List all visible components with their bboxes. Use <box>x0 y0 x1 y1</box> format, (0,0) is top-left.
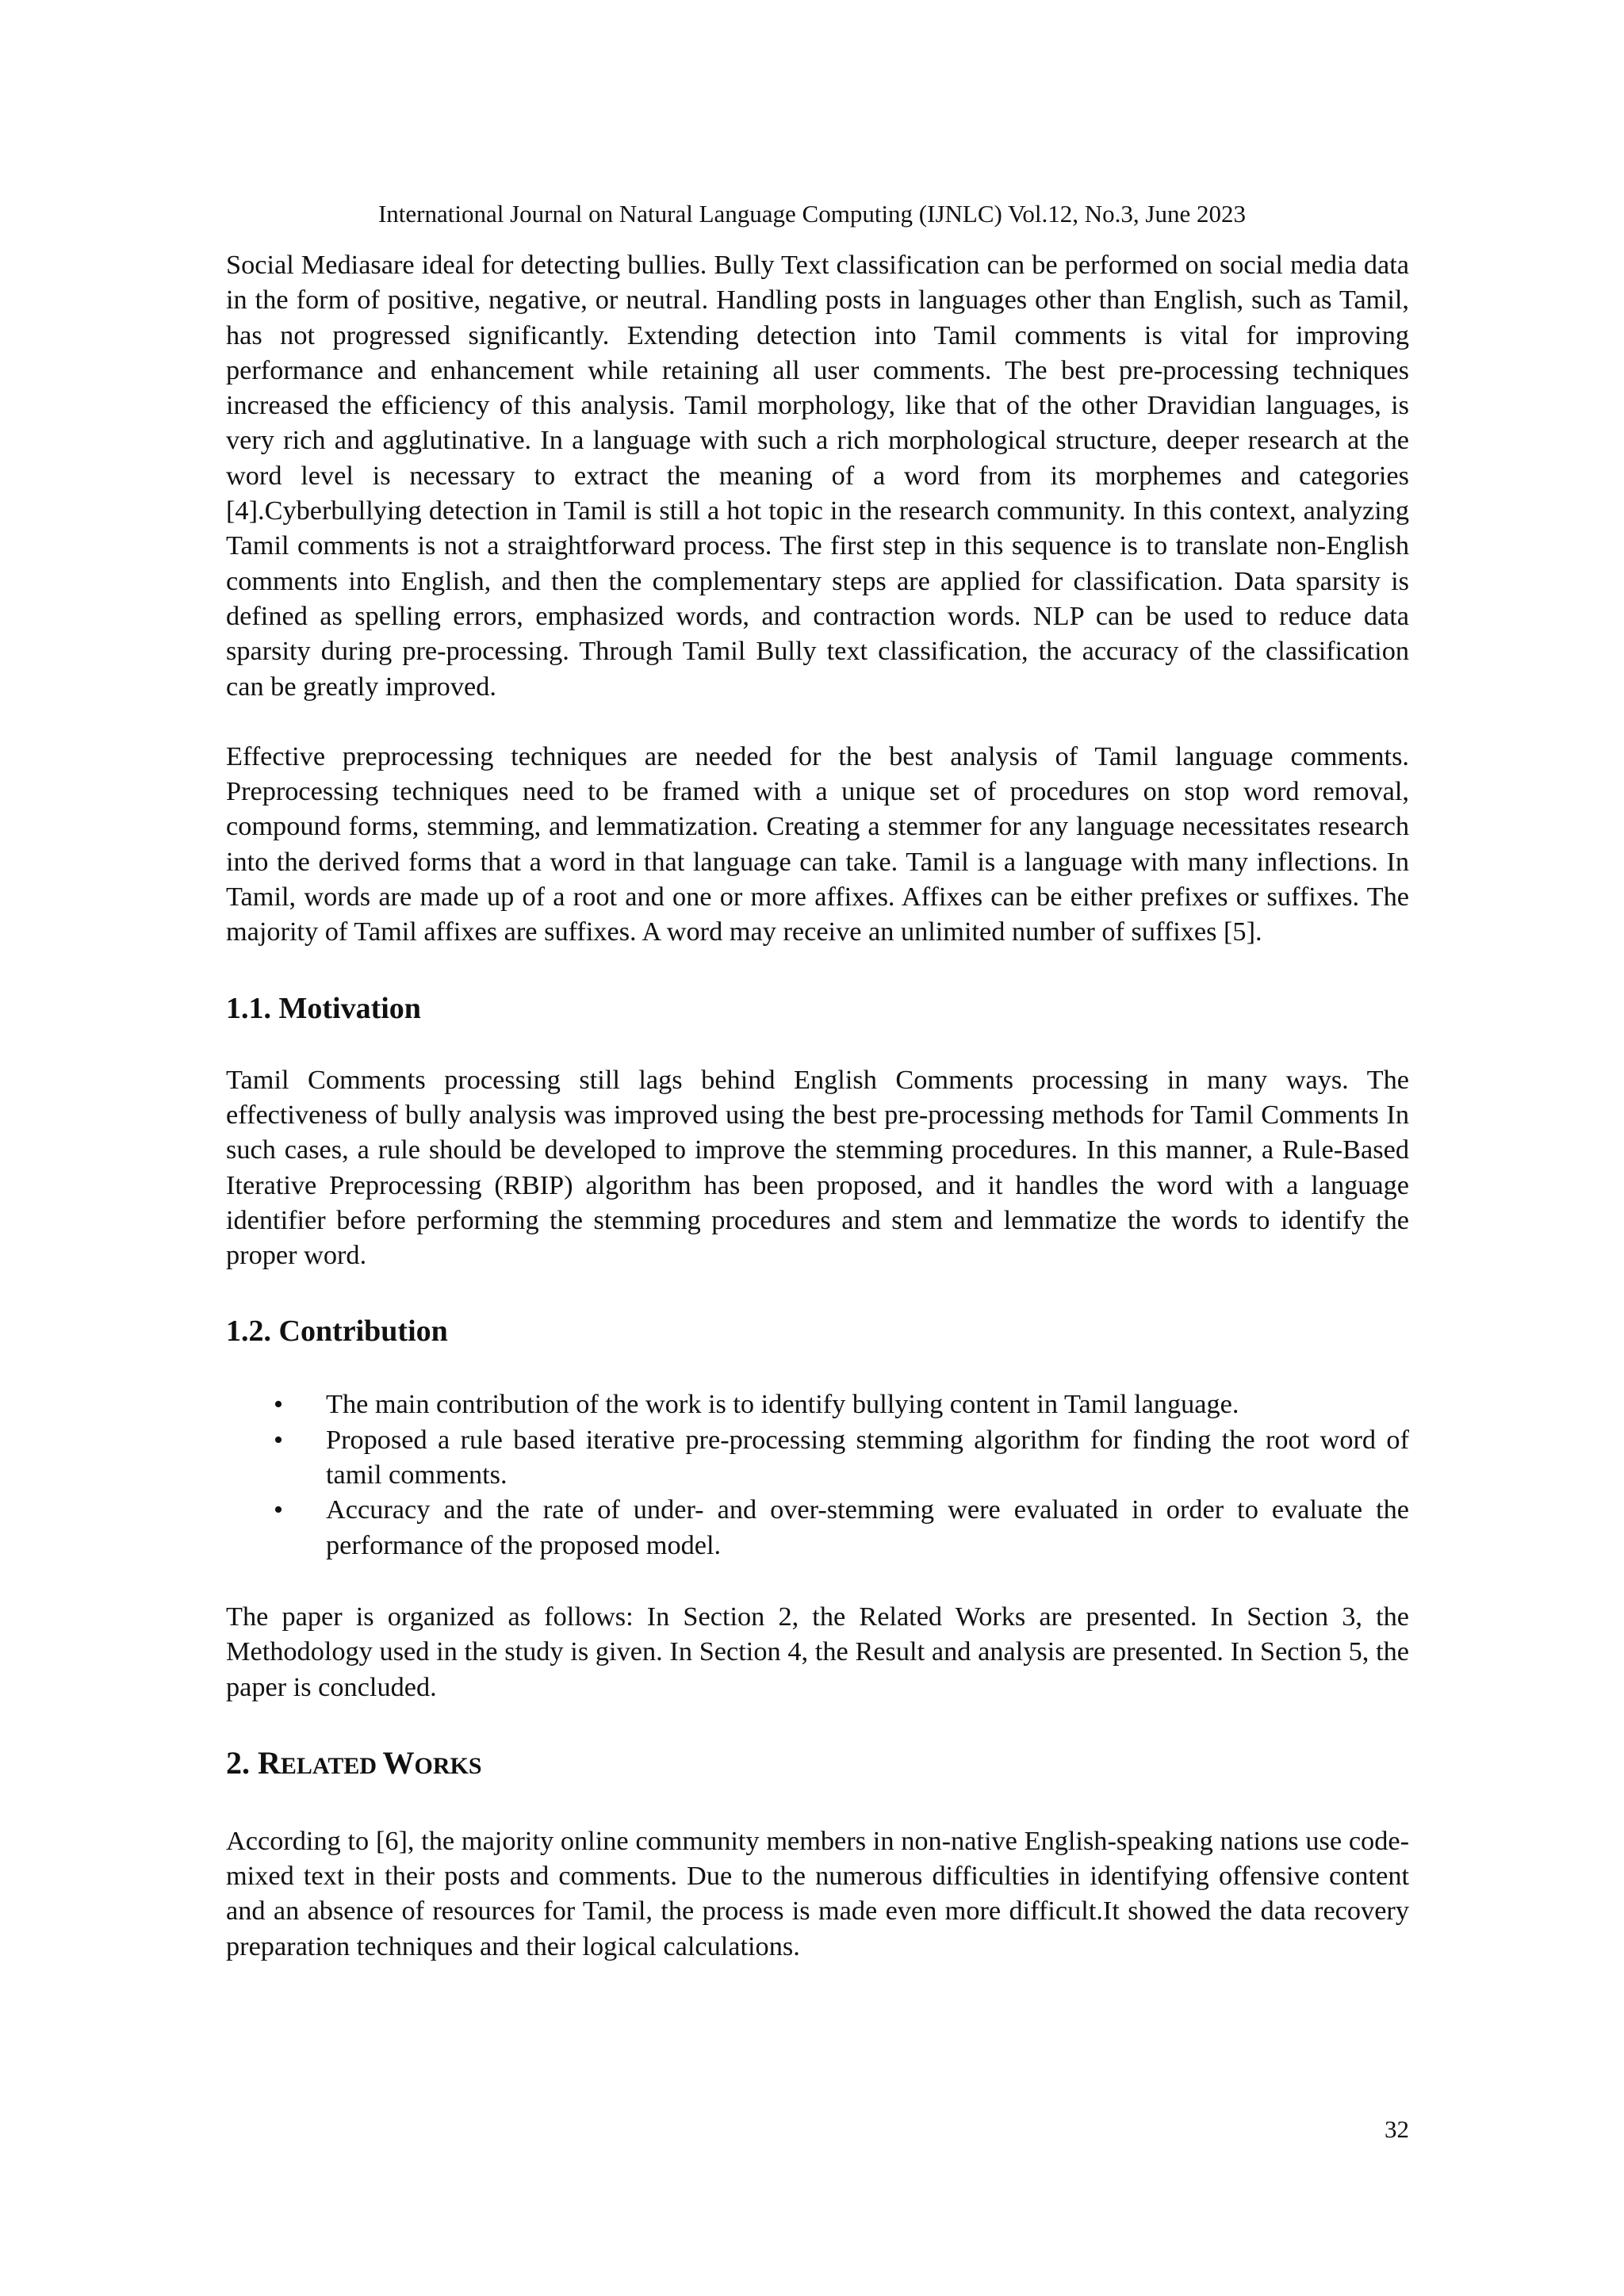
intro-paragraph-1: Social Mediasare ideal for detecting bullies. Bully Text classification can be performed on social media data in the form of positive, negative, or neutral. Handling posts in languages other than English, such as Tamil, has not progressed significantly. Extending detection into Tamil comments is vital for improving performance and enhancement while retaining all user comments. The best pre-processing techniques increased the efficiency of this analysis. Tamil morphology, like that of the other Dravidian languages, is very rich and agglutinative. In a language with such a rich morphological structure, deeper research at the word level is necessary to extract the meaning of a word from its morphemes and categories [4].Cyberbullying detection in Tamil is still a hot topic in the research community. In this context, analyzing Tamil comments is not a straightforward process. The first step in this sequence is to translate non-English comments into English, and then the complementary steps are applied for classification. Data sparsity is defined as spelling errors, emphasized words, and contraction words. NLP can be used to reduce data sparsity during pre-processing. Through Tamil Bully text classification, the accuracy of the classification can be greatly improved. <box>226 250 1409 702</box>
page-body <box>226 247 1409 1964</box>
related-works-paragraph: According to [6], the majority online community members in non-native English-speaking nations use code-mixed text in their posts and comments. Due to the numerous difficulties in identifying offensive content and an absence of resources for Tamil, the process is made even more difficult.It showed the data recovery preparation techniques and their logical calculations. <box>226 1825 1409 1961</box>
bullet-icon: • <box>274 1389 284 1420</box>
heading-initial-w: W <box>382 1744 415 1781</box>
heading-small-caps-1: ELATED <box>280 1752 383 1779</box>
bullet-icon: • <box>274 1424 284 1455</box>
heading-initial-r: R <box>258 1744 281 1781</box>
running-header: International Journal on Natural Language Computing (IJNLC) Vol.12, No.3, June 2023 <box>377 200 1246 228</box>
list-item <box>274 1422 1409 1493</box>
organization-paragraph: The paper is organized as follows: In Section 2, the Related Works are presented. In Section 3, the Methodology used in the study is given. In Section 4, the Result and analysis are presented. In Section 5, the paper is concluded. <box>226 1601 1409 1702</box>
bullet-icon: • <box>274 1494 284 1525</box>
contribution-list <box>226 1387 1409 1562</box>
list-item-text: The main contribution of the work is to identify bullying content in Tamil language. <box>326 1389 1239 1420</box>
contribution-heading: 1.2. Contribution <box>226 1314 448 1349</box>
heading-small-caps-2: ORKS <box>414 1752 482 1779</box>
list-item-text: Accuracy and the rate of under- and over-stemming were evaluated in order to evaluate the performance of the proposed model. <box>326 1494 1409 1560</box>
intro-paragraph-2: Effective preprocessing techniques are needed for the best analysis of Tamil language comments. Preprocessing techniques need to be framed with a unique set of procedures on stop word removal, compound forms, stemming, and lemmatization. Creating a stemmer for any language necessitates research into the derived forms that a word in that language can take. Tamil is a language with many inflections. In Tamil, words are made up of a root and one or more affixes. Affixes can be either prefixes or suffixes. The majority of Tamil affixes are suffixes. A word may receive an unlimited number of suffixes [5]. <box>226 740 1409 947</box>
motivation-paragraph: Tamil Comments processing still lags behind English Comments processing in many ways. The effectiveness of bully analysis was improved using the best pre-processing methods for Tamil Comments In such cases, a rule should be developed to improve the stemming procedures. In this manner, a Rule-Based Iterative Preprocessing (RBIP) algorithm has been proposed, and it handles the word with a language identifier before performing the stemming procedures and stem and lemmatize the words to identify the proper word. <box>226 1064 1409 1271</box>
list-item-text: Proposed a rule based iterative pre-processing stemming algorithm for finding the root word of tamil comments. <box>326 1424 1409 1490</box>
section-number: 2. <box>226 1744 258 1781</box>
list-item <box>274 1387 1409 1422</box>
list-item <box>274 1492 1409 1563</box>
page-number: 32 <box>1385 2115 1409 2143</box>
motivation-heading: 1.1. Motivation <box>226 991 421 1025</box>
related-works-heading <box>226 1746 1409 1784</box>
